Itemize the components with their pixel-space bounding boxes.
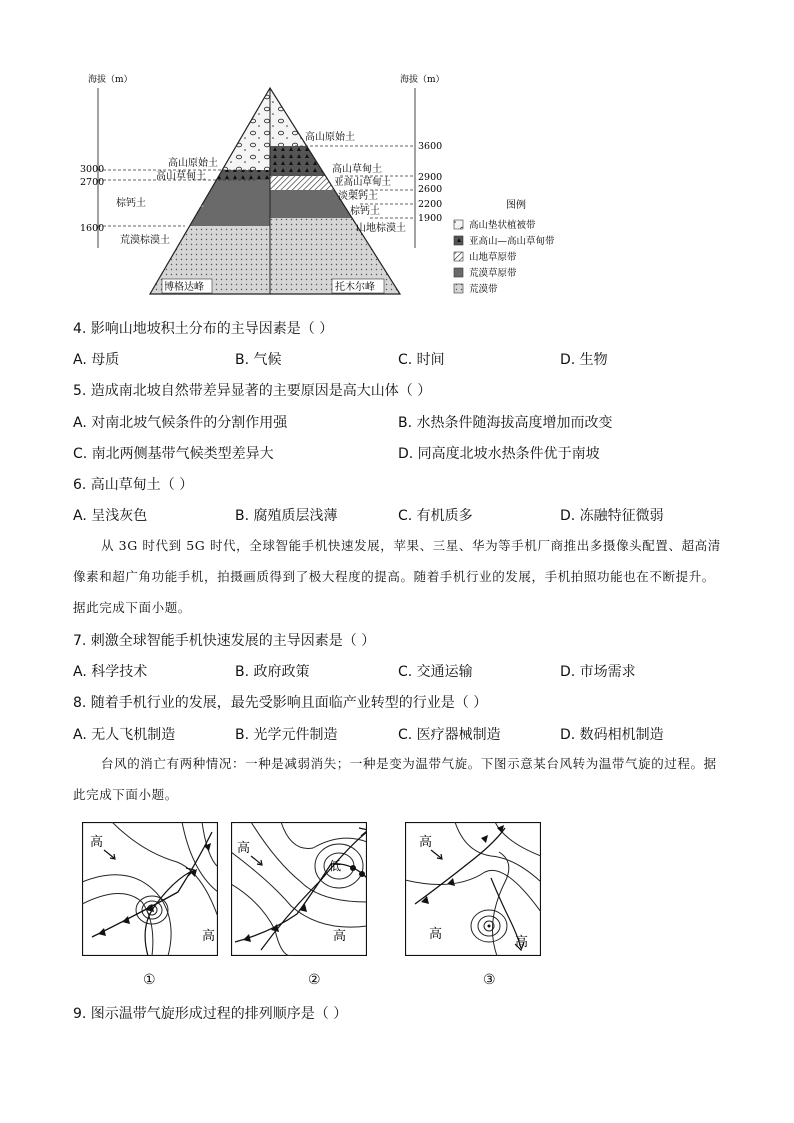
left-tick-1600: 1600 [80, 223, 105, 234]
q5-option-c[interactable]: C. 南北两侧基带气候类型差异大 [73, 446, 274, 462]
legend-item-cushion: 高山垫状植被带 [469, 220, 536, 231]
q4-option-a[interactable]: A. 母质 [73, 352, 120, 368]
q8-option-b[interactable]: B. 光学元件制造 [235, 727, 338, 743]
legend [454, 219, 555, 295]
legend-item-meadow: 亚高山—高山草甸带 [469, 236, 555, 247]
right-label-subalpine-meadow: 亚高山草甸土 [334, 177, 392, 188]
right-axis-title: 海拔（m） [400, 75, 445, 85]
left-label-brown-calcic: 棕钙土 [116, 198, 146, 209]
right-tick-1900: 1900 [418, 213, 443, 224]
q4-option-d[interactable]: D. 生物 [560, 352, 608, 368]
left-label-alpine-primitive: 高山原始土 [168, 158, 218, 169]
right-label-alpine-primitive: 高山原始土 [305, 132, 355, 143]
q6-option-a[interactable]: A. 呈浅灰色 [73, 508, 148, 524]
map3-high-a: 高 [419, 835, 433, 850]
q8-option-d[interactable]: D. 数码相机制造 [560, 727, 664, 743]
weather-map-2 [231, 822, 367, 956]
q6-option-c[interactable]: C. 有机质多 [398, 508, 473, 524]
right-label-alpine-meadow: 高山草甸土 [332, 164, 382, 175]
left-label-chestnut: 栗钙土 [174, 198, 204, 209]
q4-option-c[interactable]: C. 时间 [398, 352, 445, 368]
q8-option-c[interactable]: C. 医疗器械制造 [398, 727, 501, 743]
map2-low: 低 [329, 859, 342, 873]
q7-option-c[interactable]: C. 交通运输 [398, 664, 473, 680]
soil-zonation-figure [80, 68, 600, 300]
right-tick-2200: 2200 [418, 199, 443, 210]
right-label-light-chestnut: 淡栗钙土 [338, 191, 378, 202]
q8-option-a[interactable]: A. 无人飞机制造 [73, 727, 176, 743]
right-label-mountain-desert: 山地棕漠土 [356, 223, 406, 234]
passage-smartphone: 从 3G 时代到 5G 时代，全球智能手机快速发展，苹果、三星、华为等手机厂商推出多摄像头配置、超高清像素和超广角功能手机，拍摄画质得到了极大程度的提高。随着手机行业的发展，手机拍照功能也在不断提升。据此完成下面小题。 [73, 538, 721, 615]
question-5: 5. 造成南北坡自然带差异显著的主要原因是高大山体（ ） [73, 383, 432, 399]
map2-high-b: 高 [333, 929, 347, 944]
legend-item-desert-steppe: 荒漠草原带 [469, 268, 517, 279]
peak-bogda: 博格达峰 [164, 282, 204, 293]
q4-option-b[interactable]: B. 气候 [235, 352, 282, 368]
right-tick-2600: 2600 [418, 184, 443, 195]
map3-label: ③ [483, 972, 496, 988]
left-tick-2700: 2700 [80, 177, 105, 188]
question-4: 4. 影响山地坡积土分布的主导因素是（ ） [73, 321, 334, 337]
right-tick-3600: 3600 [418, 141, 443, 152]
q5-option-d[interactable]: D. 同高度北坡水热条件优于南坡 [398, 446, 600, 462]
legend-item-desert: 荒漠带 [469, 284, 498, 295]
map3-high-c: 高 [515, 935, 529, 950]
map1-high-a: 高 [90, 835, 104, 850]
weather-map-3 [405, 822, 541, 956]
question-7: 7. 刺激全球智能手机快速发展的主导因素是（ ） [73, 633, 376, 649]
map2-high-a: 高 [237, 841, 251, 856]
map3-high-b: 高 [429, 927, 443, 942]
left-label-desert-brown: 荒漠棕漠土 [120, 235, 170, 246]
left-axis-title: 海拔（m） [88, 75, 133, 85]
weather-map-1 [82, 822, 218, 956]
map2-label: ② [308, 972, 321, 988]
peak-tomur: 托木尔峰 [335, 282, 375, 293]
q7-option-a[interactable]: A. 科学技术 [73, 664, 148, 680]
legend-item-steppe: 山地草原带 [469, 252, 517, 263]
right-label-brown-calcic: 棕钙土 [350, 206, 380, 217]
q7-option-d[interactable]: D. 市场需求 [560, 664, 636, 680]
map1-label: ① [143, 972, 156, 988]
q5-option-b[interactable]: B. 水热条件随海拔高度增加而改变 [398, 415, 613, 431]
q6-option-d[interactable]: D. 冻融特征微弱 [560, 508, 664, 524]
q5-option-a[interactable]: A. 对南北坡气候条件的分割作用强 [73, 415, 288, 431]
question-8: 8. 随着手机行业的发展，最先受影响且面临产业转型的行业是（ ） [73, 695, 488, 711]
q7-option-b[interactable]: B. 政府政策 [235, 664, 310, 680]
map1-high-b: 高 [202, 929, 216, 944]
q6-option-b[interactable]: B. 腐殖质层浅薄 [235, 508, 338, 524]
left-tick-3000: 3000 [80, 164, 105, 175]
question-6: 6. 高山草甸土（ ） [73, 477, 194, 493]
left-label-alpine-meadow: 高山草甸土 [156, 171, 206, 182]
right-tick-2900: 2900 [418, 172, 443, 183]
legend-title: 图例 [506, 200, 526, 211]
passage-typhoon: 台风的消亡有两种情况：一种是减弱消失；一种是变为温带气旋。下图示意某台风转为温带气旋的过程。据此完成下面小题。 [73, 756, 717, 802]
question-9: 9. 图示温带气旋形成过程的排列顺序是（ ） [73, 1006, 348, 1022]
